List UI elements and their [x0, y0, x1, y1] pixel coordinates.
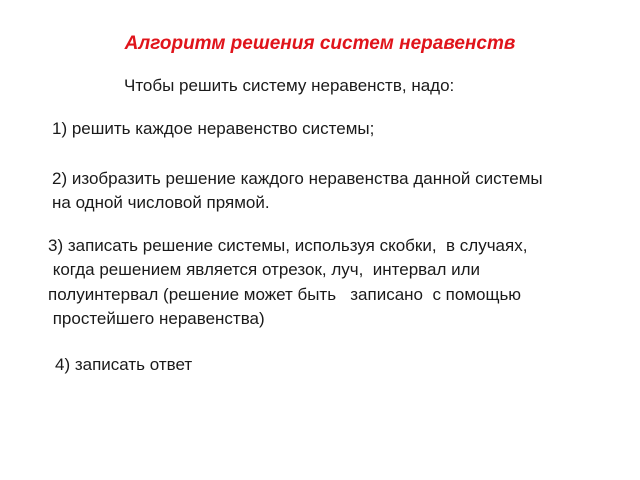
step-3-line-4: простейшего неравенства) [48, 309, 265, 328]
step-3-line-1: 3) записать решение системы, используя скобки, в случаях, [48, 236, 528, 255]
step-2-line-2: на одной числовой прямой. [52, 193, 270, 212]
step-3-line-2: когда решением является отрезок, луч, интервал или [48, 260, 481, 279]
intro-text: Чтобы решить систему неравенств, надо: [124, 76, 455, 95]
step-4-line-1: 4) записать ответ [55, 355, 193, 374]
step-3-line-3: полуинтервал (решение может быть записано с помощью [48, 285, 522, 304]
step-2-line-1: 2) изобразить решение каждого неравенства данной системы [52, 169, 543, 188]
step-1-line-1: 1) решить каждое неравенство системы; [52, 119, 375, 138]
slide-title: Алгоритм решения систем неравенств [124, 33, 516, 54]
